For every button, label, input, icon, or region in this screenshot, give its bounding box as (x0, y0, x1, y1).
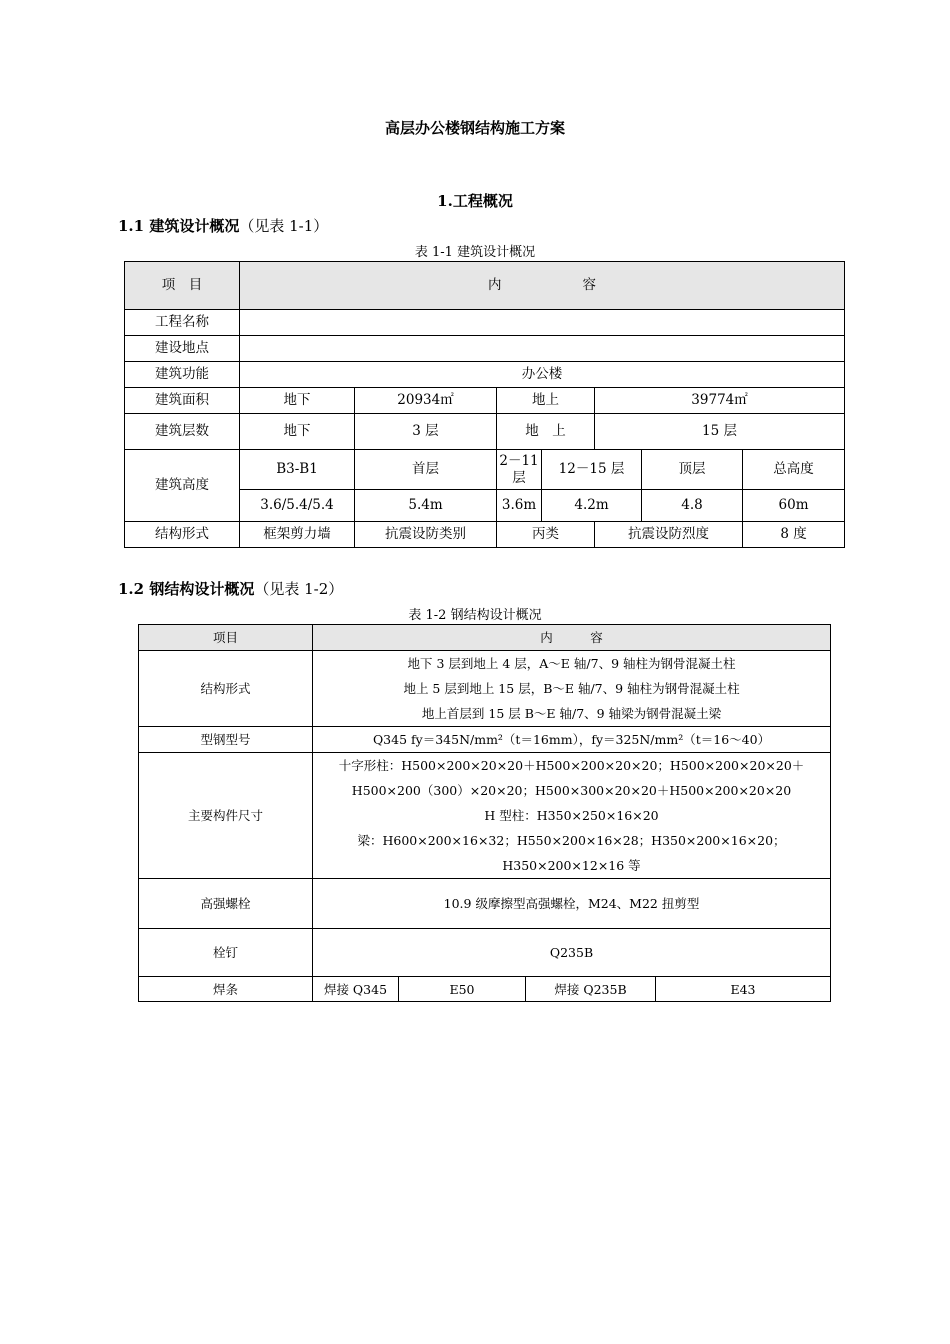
steel-structure-table (138, 624, 831, 1002)
structure-form-value (313, 651, 831, 727)
height-head-top: 顶层 (642, 450, 743, 490)
height-val-top: 4.8 (642, 490, 743, 522)
header-content: 内 容 (240, 262, 845, 310)
height-val-12-15: 4.2m (542, 490, 642, 522)
function-value: 办公楼 (240, 362, 845, 388)
row-label-member-sizes: 主要构件尺寸 (139, 753, 313, 879)
chapter-title: 1.工程概况 (437, 192, 513, 210)
text-line: 地下 3 层到地上 4 层，A～E 轴/7、9 轴柱为钢骨混凝土柱 (407, 656, 736, 671)
electrode-q235b-value: E43 (656, 977, 831, 1002)
row-label-structure: 结构形式 (125, 522, 240, 548)
text-line: H500×200（300）×20×20；H500×300×20×20＋H500×200×20×20 (351, 783, 792, 798)
section-1-1-heading (118, 215, 328, 236)
project-name-value (240, 310, 845, 336)
site-value (240, 336, 845, 362)
row-label-studs: 栓钉 (139, 929, 313, 977)
structure-value: 框架剪力墙 (240, 522, 355, 548)
building-design-table (124, 261, 845, 548)
text-line: 地上首层到 15 层 B～E 轴/7、9 轴梁为钢骨混凝土梁 (421, 706, 722, 721)
section-ref: （见表 1-2） (254, 580, 344, 598)
row-label-steel-type: 型钢型号 (139, 727, 313, 753)
section-ref: （见表 1-1） (239, 217, 329, 235)
text-line: 梁：H600×200×16×32；H550×200×16×28；H350×200×16×20； (357, 833, 786, 848)
height-val-total: 60m (743, 490, 845, 522)
seismic-category-value: 丙类 (497, 522, 595, 548)
text-line: H350×200×12×16 等 (502, 858, 641, 873)
seismic-intensity-value: 8 度 (743, 522, 845, 548)
floors-above-label: 地 上 (497, 414, 595, 450)
row-label-project-name: 工程名称 (125, 310, 240, 336)
text-line: 十字形柱：H500×200×20×20＋H500×200×20×20；H500×200×20×20＋ (338, 758, 805, 773)
member-sizes-value (313, 753, 831, 879)
header-item: 项目 (139, 625, 313, 651)
hs-bolts-value: 10.9 级摩擦型高强螺栓，M24、M22 扭剪型 (313, 879, 831, 929)
height-head-b3b1: B3-B1 (240, 450, 355, 490)
height-head-first: 首层 (355, 450, 497, 490)
height-head-total: 总高度 (743, 450, 845, 490)
floors-above-value: 15 层 (595, 414, 845, 450)
section-title: 1.1 建筑设计概况 (118, 217, 240, 235)
row-label-floors: 建筑层数 (125, 414, 240, 450)
seismic-category-label: 抗震设防类别 (355, 522, 497, 548)
row-label-hs-bolts: 高强螺栓 (139, 879, 313, 929)
area-above-value: 39774㎡ (595, 388, 845, 414)
text-line: H 型柱：H350×250×16×20 (484, 808, 659, 823)
height-val-2-11: 3.6m (497, 490, 542, 522)
row-label-structure-form: 结构形式 (139, 651, 313, 727)
electrode-q235b-label: 焊接 Q235B (526, 977, 656, 1002)
row-label-site: 建设地点 (125, 336, 240, 362)
row-label-height: 建筑高度 (125, 450, 240, 522)
area-below-value: 20934㎡ (355, 388, 497, 414)
section-title: 1.2 钢结构设计概况 (118, 580, 255, 598)
seismic-intensity-label: 抗震设防烈度 (595, 522, 743, 548)
table-1-1-caption: 表 1-1 建筑设计概况 (414, 245, 536, 260)
height-val-b3b1: 3.6/5.4/5.4 (240, 490, 355, 522)
electrode-q345-label: 焊接 Q345 (313, 977, 399, 1002)
header-content: 内 容 (313, 625, 831, 651)
electrode-q345-value: E50 (399, 977, 526, 1002)
height-val-first: 5.4m (355, 490, 497, 522)
row-label-function: 建筑功能 (125, 362, 240, 388)
steel-type-value: Q345 fy＝345N/mm²（t＝16mm），fy＝325N/mm²（t＝16～40） (313, 727, 831, 753)
document-title: 高层办公楼钢结构施工方案 (384, 119, 565, 137)
header-item: 项 目 (125, 262, 240, 310)
studs-value: Q235B (313, 929, 831, 977)
area-below-label: 地下 (240, 388, 355, 414)
floors-below-value: 3 层 (355, 414, 497, 450)
table-1-2-caption: 表 1-2 钢结构设计概况 (408, 608, 542, 623)
row-label-area: 建筑面积 (125, 388, 240, 414)
row-label-electrodes: 焊条 (139, 977, 313, 1002)
height-head-2-11: 2－11 层 (497, 450, 542, 490)
text-line: 地上 5 层到地上 15 层，B～E 轴/7、9 轴柱为钢骨混凝土柱 (403, 681, 740, 696)
area-above-label: 地上 (497, 388, 595, 414)
floors-below-label: 地下 (240, 414, 355, 450)
height-head-12-15: 12－15 层 (542, 450, 642, 490)
section-1-2-heading (118, 578, 343, 599)
